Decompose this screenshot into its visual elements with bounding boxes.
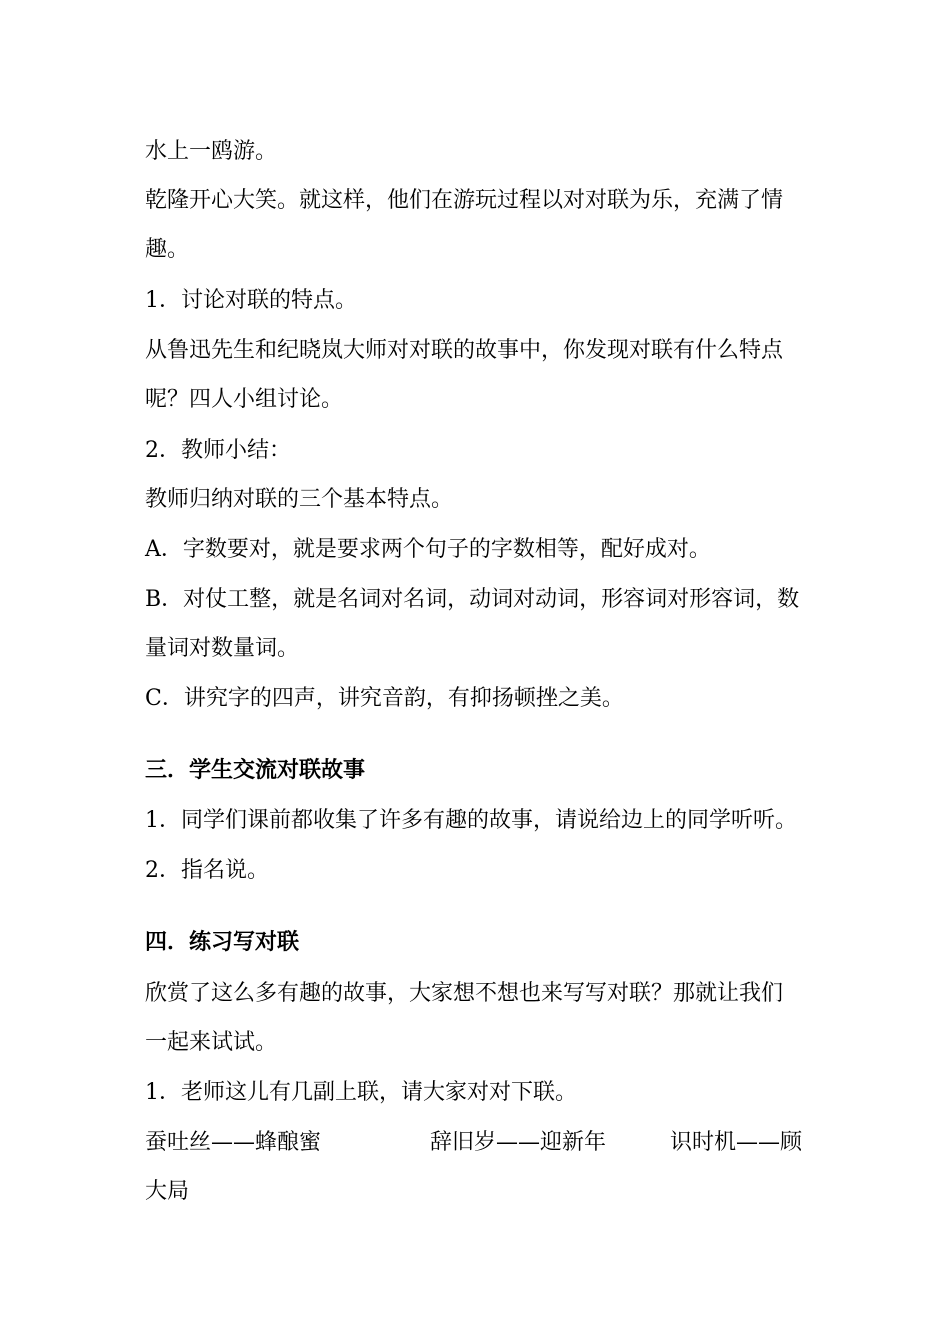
list-item: 1．老师这儿有几副上联，请大家对对下联。: [145, 1080, 577, 1105]
section-heading: 四．练习写对联: [145, 930, 300, 955]
paragraph-line: 水上一鸥游。: [145, 139, 278, 164]
paragraph-line: 欣赏了这么多有趣的故事，大家想不想也来写写对联？那就让我们: [145, 981, 784, 1006]
list-item: 1．讨论对联的特点。: [145, 288, 357, 313]
couplet-item: 识时机——顾: [670, 1130, 803, 1155]
paragraph-line: 呢？四人小组讨论。: [145, 387, 344, 412]
paragraph-line: 从鲁迅先生和纪晓岚大师对对联的故事中，你发现对联有什么特点: [145, 338, 784, 363]
section-heading: 三．学生交流对联故事: [145, 758, 366, 783]
list-item: C．讲究字的四声，讲究音韵，有抑扬顿挫之美。: [145, 686, 624, 711]
paragraph-line: 教师归纳对联的三个基本特点。: [145, 487, 454, 512]
paragraph-line: 趣。: [145, 237, 190, 262]
list-item: 1．同学们课前都收集了许多有趣的故事，请说给边上的同学听听。: [145, 808, 797, 833]
paragraph-line: 量词对数量词。: [145, 636, 300, 661]
list-item: B．对仗工整，就是名词对名词，动词对动词，形容词对形容词，数: [145, 587, 800, 612]
list-item: 2．教师小结：: [145, 438, 291, 463]
couplet-wrap: 大局: [145, 1179, 190, 1204]
paragraph-line: 乾隆开心大笑。就这样，他们在游玩过程以对对联为乐，充满了情: [145, 188, 784, 213]
list-item: 2．指名说。: [145, 858, 269, 883]
paragraph-line: 一起来试试。: [145, 1030, 278, 1055]
couplet-item: 蚕吐丝——蜂酿蜜: [145, 1130, 322, 1155]
couplet-item: 辞旧岁——迎新年: [430, 1130, 607, 1155]
list-item: A．字数要对，就是要求两个句子的字数相等，配好成对。: [145, 537, 711, 562]
